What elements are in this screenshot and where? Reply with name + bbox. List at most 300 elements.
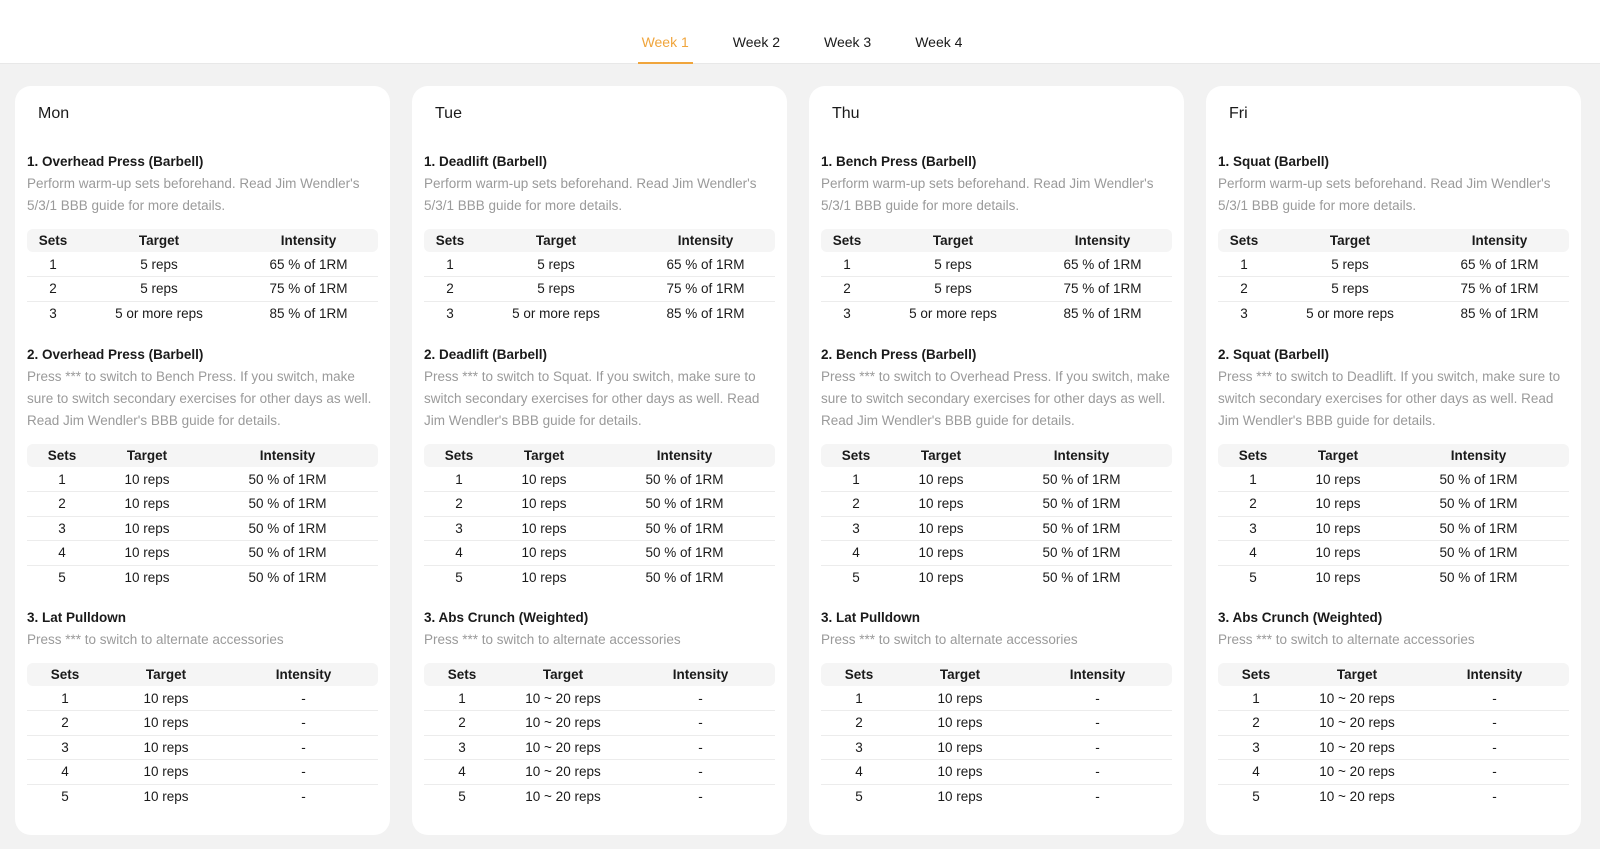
column-header-intensity: Intensity: [239, 229, 378, 252]
table-row: [821, 686, 1172, 711]
column-header-sets: Sets: [27, 444, 97, 467]
set-number: 5: [58, 570, 66, 585]
table-row: [424, 686, 775, 711]
sets-table: [1218, 444, 1569, 590]
target-cell: 10 reps: [897, 711, 1023, 736]
exercise-title[interactable]: 2. Squat (Barbell): [1218, 347, 1330, 362]
target-cell: 10 ~ 20 reps: [500, 686, 626, 711]
target-cell: 10 reps: [494, 467, 594, 492]
target-cell: 5 or more reps: [1306, 306, 1394, 321]
target-cell: 10 reps: [124, 570, 170, 585]
intensity-cell: 65 % of 1RM: [239, 252, 378, 277]
column-header-sets: Sets: [424, 229, 476, 252]
target-cell: 10 reps: [937, 789, 983, 804]
column-header-intensity: Intensity: [594, 444, 775, 467]
exercise-description: Press *** to switch to alternate accessories: [821, 632, 1078, 647]
column-header-sets: Sets: [821, 444, 891, 467]
day-card: [15, 86, 390, 835]
set-number: 2: [424, 711, 500, 736]
table-row: [821, 760, 1172, 785]
day-label: Tue: [435, 105, 462, 122]
target-cell: 10 reps: [891, 492, 991, 517]
target-cell: 5 reps: [476, 277, 636, 302]
exercise-description: Press *** to switch to alternate accessories: [27, 632, 284, 647]
table-row: [424, 784, 775, 809]
target-cell: 5 reps: [1270, 277, 1430, 302]
target-cell: 10 reps: [891, 467, 991, 492]
target-cell: 10 reps: [103, 686, 229, 711]
set-number: 2: [27, 277, 79, 302]
tab-week-1[interactable]: Week 1: [638, 0, 693, 64]
exercise-block: [424, 153, 775, 326]
intensity-cell: 75 % of 1RM: [636, 277, 775, 302]
column-header-intensity: Intensity: [636, 229, 775, 252]
table-row: [424, 541, 775, 566]
column-header-intensity: Intensity: [991, 444, 1172, 467]
set-number: 1: [1218, 252, 1270, 277]
target-cell: 5 reps: [873, 252, 1033, 277]
exercise-block: [1218, 153, 1569, 326]
exercise-description: Press *** to switch to alternate accessories: [1218, 632, 1475, 647]
set-number: 1: [424, 467, 494, 492]
table-row: [424, 760, 775, 785]
set-number: 1: [821, 252, 873, 277]
intensity-cell: 85 % of 1RM: [1460, 306, 1539, 321]
intensity-cell: -: [301, 789, 306, 804]
column-header-sets: Sets: [27, 229, 79, 252]
set-number: 3: [1240, 306, 1248, 321]
intensity-cell: -: [229, 711, 378, 736]
exercise-title[interactable]: 2. Deadlift (Barbell): [424, 347, 548, 362]
intensity-cell: -: [1095, 789, 1100, 804]
set-number: 1: [821, 467, 891, 492]
set-number: 2: [27, 711, 103, 736]
column-header-target: Target: [500, 663, 626, 686]
tab-week-3[interactable]: Week 3: [824, 34, 872, 50]
intensity-cell: -: [698, 789, 703, 804]
day-cards[interactable]: [15, 86, 1600, 836]
target-cell: 10 reps: [891, 541, 991, 566]
target-cell: 5 or more reps: [115, 306, 203, 321]
set-number: 5: [455, 570, 463, 585]
intensity-cell: 50 % of 1RM: [645, 570, 724, 585]
intensity-cell: 75 % of 1RM: [1430, 277, 1569, 302]
intensity-cell: 85 % of 1RM: [666, 306, 745, 321]
target-cell: 10 ~ 20 reps: [1319, 789, 1395, 804]
intensity-cell: -: [1420, 735, 1569, 760]
day-card: [809, 86, 1184, 835]
target-cell: 10 ~ 20 reps: [1294, 711, 1420, 736]
sets-table: [1218, 663, 1569, 809]
intensity-cell: -: [626, 686, 775, 711]
table-row: [821, 711, 1172, 736]
intensity-cell: 85 % of 1RM: [1063, 306, 1142, 321]
set-number: 3: [27, 735, 103, 760]
exercise-description: Perform warm-up sets beforehand. Read Jim Wendler's 5/3/1 BBB guide for more details.: [1218, 176, 1551, 213]
table-row: [821, 516, 1172, 541]
set-number: 1: [1218, 467, 1288, 492]
table-row: [1218, 760, 1569, 785]
target-cell: 10 reps: [897, 686, 1023, 711]
set-number: 4: [821, 541, 891, 566]
tab-week-2[interactable]: Week 2: [732, 34, 780, 50]
exercise-block: [424, 609, 775, 809]
intensity-cell: -: [1420, 711, 1569, 736]
set-number: 3: [424, 735, 500, 760]
table-row: [1218, 301, 1569, 326]
table-row: [27, 565, 378, 590]
set-number: 3: [821, 735, 897, 760]
target-cell: 10 ~ 20 reps: [500, 711, 626, 736]
target-cell: 5 reps: [476, 252, 636, 277]
column-header-sets: Sets: [27, 663, 103, 686]
target-cell: 10 reps: [97, 467, 197, 492]
intensity-cell: 50 % of 1RM: [594, 541, 775, 566]
set-number: 3: [446, 306, 454, 321]
intensity-cell: -: [229, 686, 378, 711]
set-number: 1: [27, 686, 103, 711]
target-cell: 10 reps: [1288, 492, 1388, 517]
set-number: 5: [1252, 789, 1260, 804]
target-cell: 10 reps: [897, 760, 1023, 785]
column-header-target: Target: [476, 229, 636, 252]
exercise-title[interactable]: 2. Bench Press (Barbell): [821, 347, 977, 362]
table-row: [821, 252, 1172, 277]
intensity-cell: -: [1420, 760, 1569, 785]
target-cell: 10 ~ 20 reps: [500, 760, 626, 785]
table-row: [1218, 711, 1569, 736]
table-row: [424, 252, 775, 277]
exercise-block: [821, 153, 1172, 326]
exercise-title[interactable]: 3. Abs Crunch (Weighted): [424, 610, 589, 625]
intensity-cell: -: [1023, 760, 1172, 785]
target-cell: 10 reps: [891, 516, 991, 541]
table-row: [424, 277, 775, 302]
table-row: [27, 541, 378, 566]
intensity-cell: -: [626, 735, 775, 760]
set-number: 1: [27, 252, 79, 277]
target-cell: 10 reps: [103, 735, 229, 760]
target-cell: 10 reps: [103, 711, 229, 736]
day-card: [1206, 86, 1581, 835]
exercise-description: Press *** to switch to alternate accessories: [424, 632, 681, 647]
table-row: [424, 492, 775, 517]
sets-table: [821, 229, 1172, 326]
set-number: 2: [27, 492, 97, 517]
intensity-cell: 50 % of 1RM: [197, 541, 378, 566]
table-row: [1218, 252, 1569, 277]
column-header-intensity: Intensity: [197, 444, 378, 467]
table-row: [1218, 277, 1569, 302]
table-row: [27, 301, 378, 326]
intensity-cell: 50 % of 1RM: [197, 492, 378, 517]
sets-table: [27, 663, 378, 809]
column-header-sets: Sets: [821, 663, 897, 686]
target-cell: 10 ~ 20 reps: [1294, 735, 1420, 760]
exercise-description: Press *** to switch to Bench Press. If you switch, make sure to switch secondary exercises for other days as well. Read Jim Wendler's BBB guide for details.: [27, 369, 372, 428]
set-number: 4: [424, 760, 500, 785]
intensity-cell: 50 % of 1RM: [1042, 570, 1121, 585]
target-cell: 10 reps: [521, 570, 567, 585]
target-cell: 5 reps: [79, 252, 239, 277]
table-row: [1218, 784, 1569, 809]
table-row: [1218, 541, 1569, 566]
intensity-cell: 50 % of 1RM: [197, 516, 378, 541]
target-cell: 10 reps: [1288, 541, 1388, 566]
column-header-intensity: Intensity: [229, 663, 378, 686]
target-cell: 5 or more reps: [512, 306, 600, 321]
column-header-intensity: Intensity: [1388, 444, 1569, 467]
column-header-target: Target: [1294, 663, 1420, 686]
table-row: [27, 735, 378, 760]
table-row: [27, 252, 378, 277]
set-number: 3: [27, 516, 97, 541]
table-row: [27, 277, 378, 302]
exercise-block: [821, 346, 1172, 590]
target-cell: 10 reps: [1315, 570, 1361, 585]
sets-table: [424, 444, 775, 590]
intensity-cell: 50 % of 1RM: [197, 467, 378, 492]
column-header-intensity: Intensity: [1033, 229, 1172, 252]
target-cell: 10 ~ 20 reps: [1294, 760, 1420, 785]
exercise-title[interactable]: 1. Deadlift (Barbell): [424, 154, 548, 169]
target-cell: 10 reps: [494, 516, 594, 541]
table-row: [1218, 735, 1569, 760]
exercise-block: [1218, 609, 1569, 809]
intensity-cell: 50 % of 1RM: [1388, 516, 1569, 541]
column-header-sets: Sets: [1218, 229, 1270, 252]
set-number: 3: [821, 516, 891, 541]
target-cell: 5 reps: [79, 277, 239, 302]
table-row: [27, 711, 378, 736]
set-number: 5: [1249, 570, 1257, 585]
target-cell: 10 ~ 20 reps: [1294, 686, 1420, 711]
intensity-cell: -: [1023, 711, 1172, 736]
intensity-cell: 75 % of 1RM: [1033, 277, 1172, 302]
intensity-cell: -: [626, 711, 775, 736]
intensity-cell: 50 % of 1RM: [991, 516, 1172, 541]
exercise-block: [27, 153, 378, 326]
set-number: 1: [424, 252, 476, 277]
exercise-block: [1218, 346, 1569, 590]
day-label: Fri: [1229, 105, 1248, 122]
day-card: [412, 86, 787, 835]
table-row: [1218, 516, 1569, 541]
column-header-target: Target: [897, 663, 1023, 686]
tab-week-4[interactable]: Week 4: [915, 34, 963, 50]
set-number: 3: [49, 306, 57, 321]
intensity-cell: 65 % of 1RM: [636, 252, 775, 277]
set-number: 1: [821, 686, 897, 711]
sets-table: [27, 229, 378, 326]
table-row: [1218, 565, 1569, 590]
target-cell: 10 reps: [97, 541, 197, 566]
exercise-description: Press *** to switch to Deadlift. If you switch, make sure to switch secondary exercises for other days as well. Read Jim Wendler's BBB guide for details.: [1218, 369, 1561, 428]
exercise-description: Press *** to switch to Overhead Press. If you switch, make sure to switch secondary exercises for other days as well. Read Jim Wendler's BBB guide for details.: [821, 369, 1170, 428]
exercise-block: [821, 609, 1172, 809]
exercise-title[interactable]: 3. Abs Crunch (Weighted): [1218, 610, 1383, 625]
table-row: [821, 541, 1172, 566]
intensity-cell: -: [229, 735, 378, 760]
set-number: 5: [458, 789, 466, 804]
column-header-target: Target: [103, 663, 229, 686]
intensity-cell: 50 % of 1RM: [991, 492, 1172, 517]
table-row: [821, 277, 1172, 302]
set-number: 1: [424, 686, 500, 711]
exercise-title[interactable]: 2. Overhead Press (Barbell): [27, 347, 204, 362]
table-row: [424, 565, 775, 590]
intensity-cell: 50 % of 1RM: [1388, 541, 1569, 566]
table-row: [821, 492, 1172, 517]
column-header-target: Target: [97, 444, 197, 467]
exercise-title[interactable]: 3. Lat Pulldown: [821, 610, 921, 625]
intensity-cell: 85 % of 1RM: [269, 306, 348, 321]
column-header-target: Target: [1270, 229, 1430, 252]
set-number: 3: [1218, 516, 1288, 541]
intensity-cell: 65 % of 1RM: [1033, 252, 1172, 277]
column-header-sets: Sets: [1218, 444, 1288, 467]
intensity-cell: 50 % of 1RM: [594, 492, 775, 517]
set-number: 4: [27, 760, 103, 785]
table-row: [27, 467, 378, 492]
set-number: 2: [1218, 277, 1270, 302]
column-header-intensity: Intensity: [1023, 663, 1172, 686]
day-label: Mon: [38, 105, 70, 122]
sets-table: [424, 663, 775, 809]
exercise-block: [27, 346, 378, 590]
target-cell: 10 ~ 20 reps: [500, 735, 626, 760]
table-row: [1218, 492, 1569, 517]
table-row: [821, 735, 1172, 760]
table-row: [424, 516, 775, 541]
column-header-sets: Sets: [424, 444, 494, 467]
exercise-title[interactable]: 3. Lat Pulldown: [27, 610, 127, 625]
target-cell: 10 reps: [494, 541, 594, 566]
intensity-cell: -: [1492, 789, 1497, 804]
set-number: 5: [852, 570, 860, 585]
target-cell: 10 reps: [1288, 516, 1388, 541]
set-number: 1: [1218, 686, 1294, 711]
table-row: [424, 711, 775, 736]
exercise-description: Press *** to switch to Squat. If you switch, make sure to switch secondary exercises for other days as well. Read Jim Wendler's BBB guide for details.: [424, 369, 760, 428]
target-cell: 10 ~ 20 reps: [525, 789, 601, 804]
set-number: 1: [27, 467, 97, 492]
column-header-intensity: Intensity: [626, 663, 775, 686]
intensity-cell: -: [626, 760, 775, 785]
set-number: 2: [821, 277, 873, 302]
intensity-cell: -: [1023, 686, 1172, 711]
table-row: [27, 686, 378, 711]
table-row: [821, 565, 1172, 590]
intensity-cell: 50 % of 1RM: [1439, 570, 1518, 585]
set-number: 2: [1218, 492, 1288, 517]
intensity-cell: 50 % of 1RM: [991, 467, 1172, 492]
set-number: 2: [1218, 711, 1294, 736]
set-number: 2: [821, 492, 891, 517]
intensity-cell: 50 % of 1RM: [1388, 467, 1569, 492]
table-row: [821, 467, 1172, 492]
target-cell: 10 reps: [494, 492, 594, 517]
exercise-title[interactable]: 1. Squat (Barbell): [1218, 154, 1330, 169]
target-cell: 5 or more reps: [909, 306, 997, 321]
set-number: 2: [821, 711, 897, 736]
intensity-cell: 50 % of 1RM: [1388, 492, 1569, 517]
target-cell: 10 reps: [897, 735, 1023, 760]
week-tabs: [0, 0, 1600, 64]
sets-table: [821, 444, 1172, 590]
set-number: 2: [424, 492, 494, 517]
target-cell: 5 reps: [873, 277, 1033, 302]
column-header-target: Target: [494, 444, 594, 467]
table-row: [1218, 467, 1569, 492]
intensity-cell: -: [229, 760, 378, 785]
exercise-block: [424, 346, 775, 590]
sets-table: [424, 229, 775, 326]
table-row: [424, 301, 775, 326]
set-number: 5: [61, 789, 69, 804]
table-row: [424, 467, 775, 492]
table-row: [821, 784, 1172, 809]
set-number: 3: [843, 306, 851, 321]
set-number: 4: [1218, 541, 1288, 566]
column-header-intensity: Intensity: [1430, 229, 1569, 252]
column-header-sets: Sets: [821, 229, 873, 252]
table-row: [821, 301, 1172, 326]
set-number: 4: [821, 760, 897, 785]
day-label: Thu: [832, 105, 860, 122]
set-number: 4: [424, 541, 494, 566]
intensity-cell: 50 % of 1RM: [594, 516, 775, 541]
sets-table: [27, 444, 378, 590]
exercise-description: Perform warm-up sets beforehand. Read Jim Wendler's 5/3/1 BBB guide for more details.: [424, 176, 757, 213]
column-header-target: Target: [1288, 444, 1388, 467]
set-number: 2: [424, 277, 476, 302]
intensity-cell: 50 % of 1RM: [594, 467, 775, 492]
column-header-target: Target: [891, 444, 991, 467]
table-row: [1218, 686, 1569, 711]
set-number: 3: [1218, 735, 1294, 760]
intensity-cell: -: [1420, 686, 1569, 711]
target-cell: 5 reps: [1270, 252, 1430, 277]
intensity-cell: 75 % of 1RM: [239, 277, 378, 302]
table-row: [27, 760, 378, 785]
set-number: 3: [424, 516, 494, 541]
target-cell: 10 reps: [1288, 467, 1388, 492]
target-cell: 10 reps: [97, 516, 197, 541]
intensity-cell: -: [1023, 735, 1172, 760]
intensity-cell: 65 % of 1RM: [1430, 252, 1569, 277]
target-cell: 10 reps: [918, 570, 964, 585]
top-bar: [0, 0, 1600, 64]
exercise-title[interactable]: 1. Overhead Press (Barbell): [27, 154, 204, 169]
table-row: [27, 516, 378, 541]
column-header-sets: Sets: [424, 663, 500, 686]
exercise-title[interactable]: 1. Bench Press (Barbell): [821, 154, 977, 169]
target-cell: 10 reps: [97, 492, 197, 517]
column-header-target: Target: [79, 229, 239, 252]
table-row: [27, 784, 378, 809]
intensity-cell: 50 % of 1RM: [991, 541, 1172, 566]
table-row: [424, 735, 775, 760]
set-number: 4: [1218, 760, 1294, 785]
exercise-block: [27, 609, 378, 809]
column-header-intensity: Intensity: [1420, 663, 1569, 686]
column-header-sets: Sets: [1218, 663, 1294, 686]
table-row: [27, 492, 378, 517]
exercise-description: Perform warm-up sets beforehand. Read Jim Wendler's 5/3/1 BBB guide for more details.: [821, 176, 1154, 213]
set-number: 4: [27, 541, 97, 566]
target-cell: 10 reps: [143, 789, 189, 804]
